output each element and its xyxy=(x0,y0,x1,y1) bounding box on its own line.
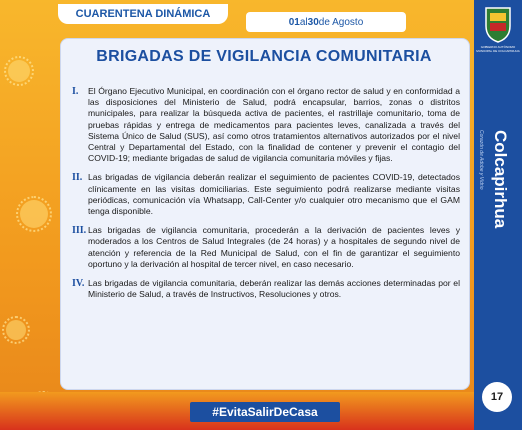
item-text: Las brigadas de vigilancia comunitaria, procederán a la derivación de pacientes leves y moderados a los Centros de Salud Integrales (de 24 horas) y a hospitales de segundo nivel de atención y referencia de la Red Municipal de Salud, con el fin de garantizar el seguimiento oportuno y la derivación al hospital de tercer nivel, en caso necesario. xyxy=(88,225,460,269)
item-number: IV. xyxy=(72,278,85,290)
item-number: II. xyxy=(72,172,83,184)
virus-decoration xyxy=(8,60,30,82)
date-from: 01 xyxy=(288,16,300,28)
list-item xyxy=(72,225,460,270)
page-number: 17 xyxy=(482,382,512,412)
quarantine-tag: CUARENTENA DINÁMICA xyxy=(58,4,228,24)
item-text: Las brigadas de vigilancia deberán realizar el seguimiento de pacientes COVID-19, detectados clínicamente en las visitas domiciliarias. Este seguimiento podrá realizarse mediante visitas periódicas, comunicación vía Whatsapp, Call-Center y/o cualquier otro mecanismo que el GAM tenga disponible. xyxy=(88,172,460,217)
page-title: BRIGADAS DE VIGILANCIA COMUNITARIA xyxy=(96,48,432,65)
date-sep: al xyxy=(299,16,308,28)
date-range xyxy=(246,12,406,32)
shield-label: GOBIERNO AUTÓNOMO MUNICIPAL DE COLCAPIRHUA xyxy=(476,45,520,53)
date-to: 30 xyxy=(307,16,319,28)
list-item xyxy=(72,86,460,164)
brand-tagline: Corazón de Adobe y Vidrio xyxy=(478,130,484,190)
item-number: III. xyxy=(72,225,87,237)
municipal-shield-icon xyxy=(478,4,518,44)
item-text: Las brigadas de vigilancia comunitaria, deberán realizar las demás acciones determinadas por el Ministerio de Salud, a través de Instructivos, Resoluciones y otros. xyxy=(88,278,460,300)
virus-decoration xyxy=(20,200,48,228)
virus-decoration xyxy=(6,320,26,340)
hashtag-banner: #EvitaSalirDeCasa xyxy=(190,402,340,422)
brand-name: Colcapirhua xyxy=(491,130,510,229)
item-number: I. xyxy=(72,86,79,97)
item-text: El Órgano Ejecutivo Municipal, en coordinación con el órgano rector de salud y en conformidad a las disposiciones del Ministerio de Salud, podrá encapsular, barrios, zonas o distritos municipales, para realizar la búsqueda activa de pacientes, el rastrillaje comunitario, toma de pruebas rápidas y entrega de medicamentos para pacientes leves, canalizada a través del Sistema Único de Salud (SUS), así como otros tratamientos alternativos autorizados por el nivel Central y Departamental del Estado, con la finalidad de contener y prevenir el contagio del COVID-19; mediante brigadas de salud de vigilancia comunitaria móviles y fijas. xyxy=(88,86,460,164)
item-list xyxy=(72,86,460,308)
list-item xyxy=(72,278,460,300)
list-item xyxy=(72,172,460,217)
date-suffix: de Agosto xyxy=(318,16,364,28)
